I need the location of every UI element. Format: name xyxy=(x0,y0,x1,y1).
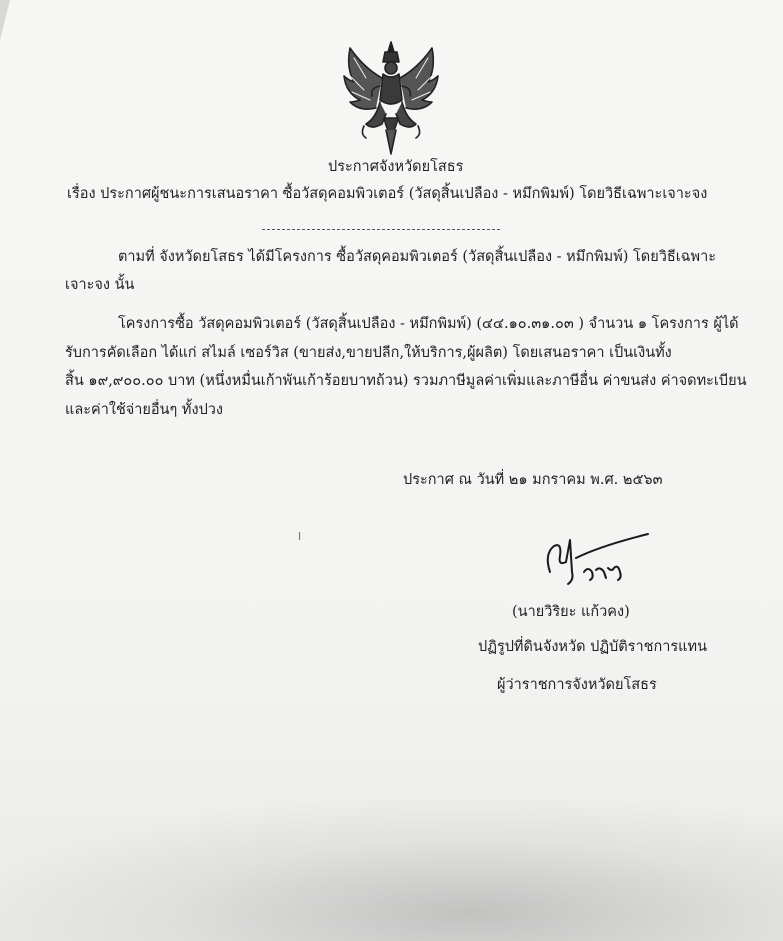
handwritten-signature xyxy=(540,532,650,592)
separator-line xyxy=(262,229,500,230)
stray-mark: ǀ xyxy=(298,530,302,543)
paragraph-2-line-4: และค่าใช้จ่ายอื่นๆ ทั้งปวง xyxy=(65,402,223,418)
page-corner-fold xyxy=(0,0,10,40)
paragraph-1-line-2: เจาะจง นั้น xyxy=(65,277,135,293)
paragraph-2-line-1: โครงการซื้อ วัสดุคอมพิวเตอร์ (วัสดุสิ้นเปลือง - หมึกพิมพ์) (๔๔.๑๐.๓๑.๐๓ ) จำนวน ๑ โครงการ ผู้ได้ xyxy=(118,316,739,332)
announcement-date: ประกาศ ณ วันที่ ๒๑ มกราคม พ.ศ. ๒๕๖๓ xyxy=(403,472,663,488)
paragraph-2-line-2: รับการคัดเลือก ได้แก่ สไมล์ เซอร์วิส (ขายส่ง,ขายปลีก,ให้บริการ,ผู้ผลิต) โดยเสนอราคา เป็นเงินทั้ง xyxy=(65,345,672,361)
paragraph-2-line-3: สิ้น ๑๙,๙๐๐.๐๐ บาท (หนึ่งหมื่นเก้าพันเก้าร้อยบาทถ้วน) รวมภาษีมูลค่าเพิ่มและภาษีอื่น ค่าขนส่ง ค่าจดทะเบียน xyxy=(65,373,747,389)
photo-shadow xyxy=(0,800,783,941)
paragraph-1-line-1: ตามที่ จังหวัดยโสธร ได้มีโครงการ ซื้อวัสดุคอมพิวเตอร์ (วัสดุสิ้นเปลือง - หมึกพิมพ์) โดยวิธีเฉพาะ xyxy=(118,249,717,265)
signer-position-line-2: ผู้ว่าราชการจังหวัดยโสธร xyxy=(497,677,657,693)
signer-name: (นายวิริยะ แก้วคง) xyxy=(512,604,630,620)
page-title: ประกาศจังหวัดยโสธร xyxy=(328,159,464,175)
garuda-emblem-icon xyxy=(336,38,446,158)
subject-line: เรื่อง ประกาศผู้ชนะการเสนอราคา ซื้อวัสดุคอมพิวเตอร์ (วัสดุสิ้นเปลือง - หมึกพิมพ์) โดยวิธีเฉพาะเจาะจง xyxy=(67,186,708,202)
signer-position-line-1: ปฏิรูปที่ดินจังหวัด ปฏิบัติราชการแทน xyxy=(478,639,707,655)
